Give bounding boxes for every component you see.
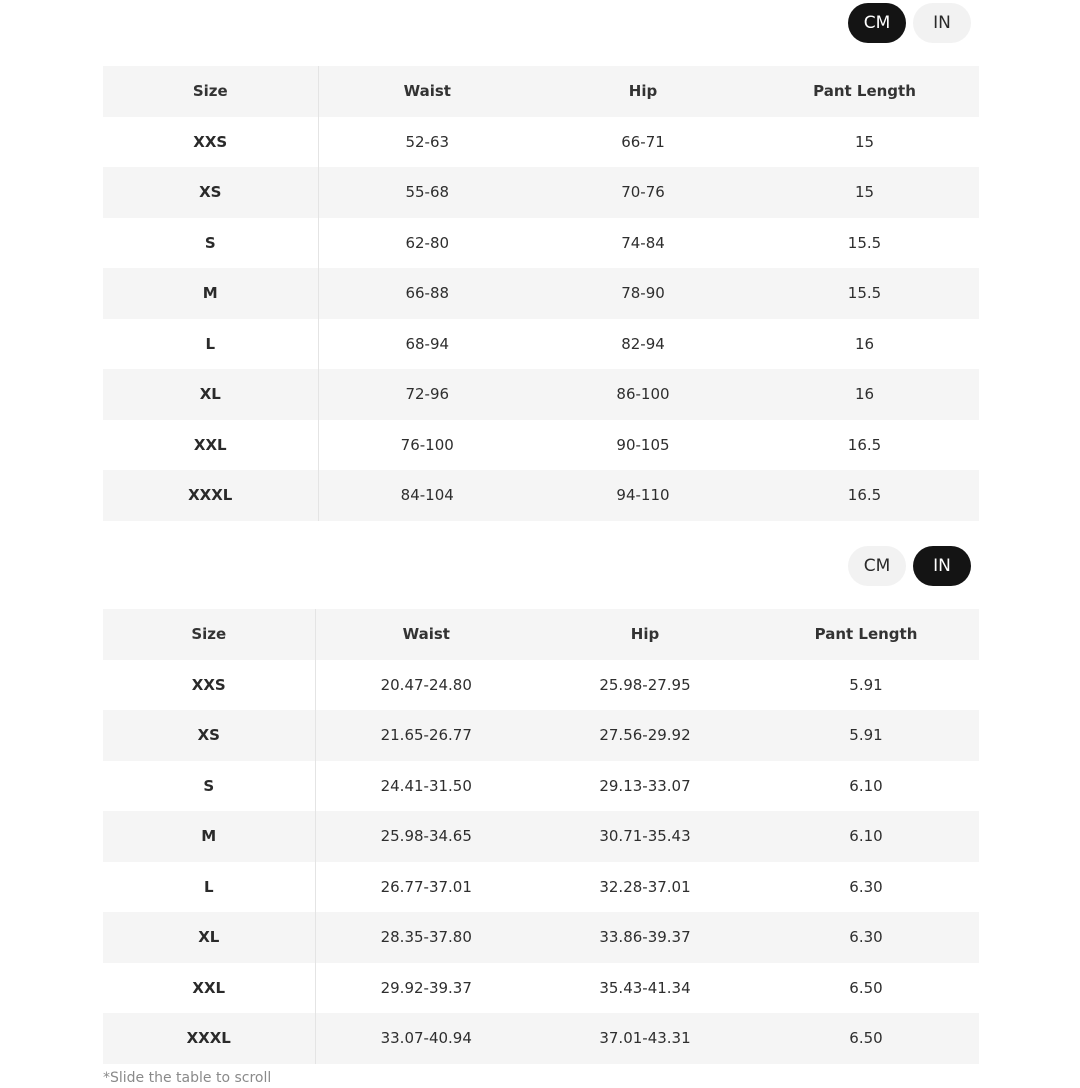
table-cell-size: XXXL (103, 470, 318, 521)
table-header-row (103, 66, 979, 117)
table-cell-hip: 70-76 (536, 167, 750, 218)
table-cell-size: XS (103, 710, 315, 761)
table-cell-pant-length: 6.30 (753, 912, 979, 963)
table-row (103, 811, 979, 862)
table-cell-size: M (103, 811, 315, 862)
table-row (103, 218, 979, 269)
table-cell-pant-length: 5.91 (753, 710, 979, 761)
table-cell-hip: 30.71-35.43 (537, 811, 753, 862)
table-cell-size: L (103, 319, 318, 370)
column-header-hip: Hip (537, 609, 753, 660)
table-cell-hip: 32.28-37.01 (537, 862, 753, 913)
table-cell-size: XXL (103, 420, 318, 471)
table-cell-size: XL (103, 369, 318, 420)
table-cell-hip: 66-71 (536, 117, 750, 168)
table-body (103, 117, 979, 521)
table-row (103, 470, 979, 521)
table-cell-waist: 52-63 (318, 117, 536, 168)
table-cell-hip: 37.01-43.31 (537, 1013, 753, 1064)
table-cell-pant-length: 15 (750, 167, 979, 218)
table-cell-size: L (103, 862, 315, 913)
table-row (103, 420, 979, 471)
table-cell-size: XL (103, 912, 315, 963)
column-header-hip: Hip (536, 66, 750, 117)
table-cell-pant-length: 6.50 (753, 963, 979, 1014)
table-cell-pant-length: 16.5 (750, 420, 979, 471)
table-cell-waist: 20.47-24.80 (315, 660, 537, 711)
unit-toggle (848, 3, 971, 43)
scroll-hint: *Slide the table to scroll (103, 1070, 272, 1086)
table-cell-waist: 26.77-37.01 (315, 862, 537, 913)
size-table-cm (103, 66, 979, 521)
table-cell-waist: 66-88 (318, 268, 536, 319)
column-header-pant-length: Pant Length (750, 66, 979, 117)
table-row (103, 761, 979, 812)
table-row (103, 268, 979, 319)
column-header-pant-length: Pant Length (753, 609, 979, 660)
table-cell-pant-length: 16.5 (750, 470, 979, 521)
table-cell-pant-length: 6.30 (753, 862, 979, 913)
table-cell-waist: 84-104 (318, 470, 536, 521)
size-table-in (103, 609, 979, 1064)
table-cell-hip: 33.86-39.37 (537, 912, 753, 963)
table-cell-size: XXL (103, 963, 315, 1014)
table-cell-pant-length: 15.5 (750, 218, 979, 269)
table-cell-waist: 72-96 (318, 369, 536, 420)
table-cell-hip: 90-105 (536, 420, 750, 471)
table-row (103, 117, 979, 168)
table-cell-pant-length: 6.10 (753, 761, 979, 812)
table-cell-hip: 29.13-33.07 (537, 761, 753, 812)
table-cell-pant-length: 15.5 (750, 268, 979, 319)
table-cell-pant-length: 6.50 (753, 1013, 979, 1064)
table-row (103, 1013, 979, 1064)
table-cell-waist: 29.92-39.37 (315, 963, 537, 1014)
cm-unit-button[interactable]: CM (848, 3, 906, 43)
column-header-waist: Waist (315, 609, 537, 660)
cm-unit-button[interactable]: CM (848, 546, 906, 586)
table-row (103, 963, 979, 1014)
column-header-size: Size (103, 66, 318, 117)
table-cell-size: XXXL (103, 1013, 315, 1064)
table-row (103, 862, 979, 913)
table-cell-waist: 68-94 (318, 319, 536, 370)
table-cell-hip: 74-84 (536, 218, 750, 269)
table-cell-waist: 55-68 (318, 167, 536, 218)
table-cell-hip: 25.98-27.95 (537, 660, 753, 711)
table-cell-size: XS (103, 167, 318, 218)
table-header-row (103, 609, 979, 660)
table-cell-size: M (103, 268, 318, 319)
table-cell-waist: 24.41-31.50 (315, 761, 537, 812)
table-cell-hip: 82-94 (536, 319, 750, 370)
table-row (103, 167, 979, 218)
table-row (103, 369, 979, 420)
table-row (103, 660, 979, 711)
table-cell-pant-length: 5.91 (753, 660, 979, 711)
table-cell-pant-length: 16 (750, 369, 979, 420)
table-cell-hip: 35.43-41.34 (537, 963, 753, 1014)
table-cell-hip: 78-90 (536, 268, 750, 319)
table-cell-waist: 76-100 (318, 420, 536, 471)
column-header-size: Size (103, 609, 315, 660)
table-cell-pant-length: 16 (750, 319, 979, 370)
table-cell-pant-length: 15 (750, 117, 979, 168)
in-unit-button[interactable]: IN (913, 546, 971, 586)
table-cell-waist: 62-80 (318, 218, 536, 269)
table-cell-waist: 25.98-34.65 (315, 811, 537, 862)
table-cell-hip: 86-100 (536, 369, 750, 420)
table-row (103, 319, 979, 370)
table-cell-size: XXS (103, 660, 315, 711)
table-cell-size: XXS (103, 117, 318, 168)
table-body (103, 660, 979, 1064)
unit-toggle (848, 546, 971, 586)
table-cell-pant-length: 6.10 (753, 811, 979, 862)
table-cell-size: S (103, 761, 315, 812)
table-cell-size: S (103, 218, 318, 269)
table-cell-hip: 94-110 (536, 470, 750, 521)
table-cell-hip: 27.56-29.92 (537, 710, 753, 761)
table-cell-waist: 33.07-40.94 (315, 1013, 537, 1064)
column-header-waist: Waist (318, 66, 536, 117)
table-row (103, 710, 979, 761)
table-row (103, 912, 979, 963)
in-unit-button[interactable]: IN (913, 3, 971, 43)
table-cell-waist: 21.65-26.77 (315, 710, 537, 761)
table-cell-waist: 28.35-37.80 (315, 912, 537, 963)
